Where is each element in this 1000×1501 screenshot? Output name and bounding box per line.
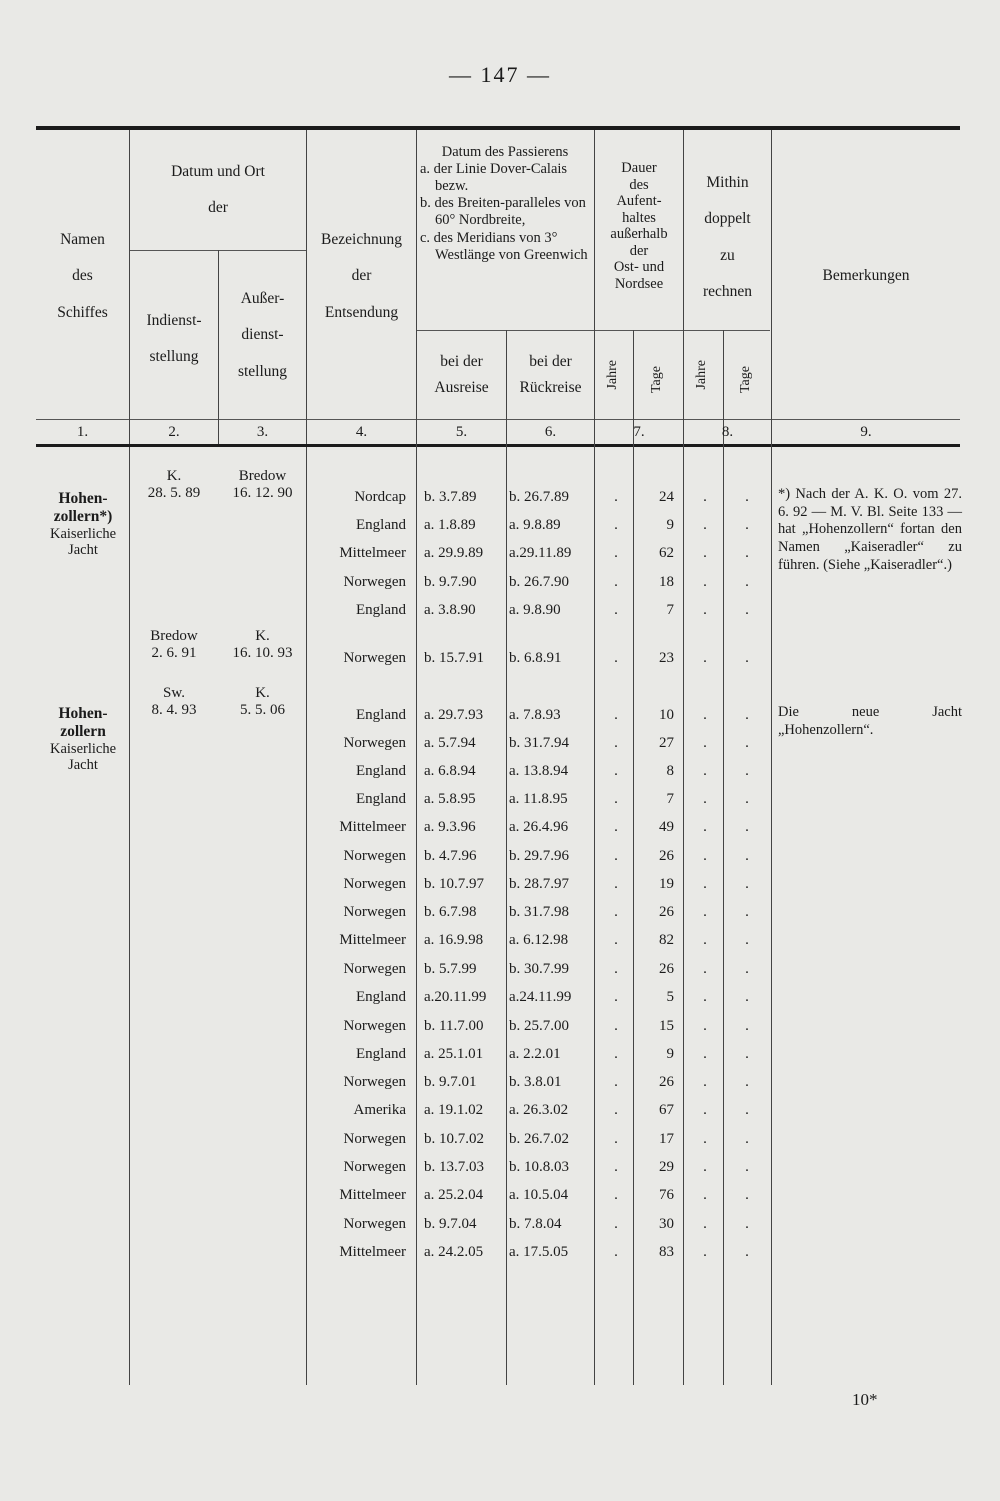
return-date-cell: b. 25.7.00 bbox=[509, 1018, 569, 1034]
double-days-cell: . bbox=[745, 489, 749, 505]
col-divider-3-body bbox=[306, 447, 307, 1385]
double-days-cell: . bbox=[745, 989, 749, 1005]
destination-cell: England bbox=[356, 602, 406, 618]
col-divider-8a bbox=[723, 330, 724, 1385]
return-date-cell: a. 26.4.96 bbox=[509, 819, 569, 835]
return-date-cell: b. 31.7.94 bbox=[509, 735, 569, 751]
header-col1: Namen des Schiffes bbox=[57, 231, 108, 321]
days-cell: 19 bbox=[659, 876, 674, 892]
days-cell: 26 bbox=[659, 961, 674, 977]
return-date-cell: a.29.11.89 bbox=[509, 545, 572, 561]
destination-cell: Mittelmeer bbox=[339, 545, 406, 561]
destination-cell: England bbox=[356, 707, 406, 723]
days-cell: 67 bbox=[659, 1102, 674, 1118]
double-years-cell: . bbox=[703, 574, 707, 590]
days-cell: 9 bbox=[666, 1046, 674, 1062]
outbound-date-cell: b. 11.7.00 bbox=[424, 1018, 484, 1034]
double-years-cell: . bbox=[703, 735, 707, 751]
destination-cell: Norwegen bbox=[343, 1131, 406, 1147]
double-years-cell: . bbox=[703, 1102, 707, 1118]
subheader-rule-col7 bbox=[595, 330, 683, 331]
double-years-cell: . bbox=[703, 1046, 707, 1062]
ship-entry bbox=[38, 490, 128, 559]
outbound-date-cell: a. 25.2.04 bbox=[424, 1187, 484, 1203]
header-col23-group: Datum und Ort der bbox=[171, 163, 265, 217]
ausserdienst-stamp: K. 16. 10. 93 bbox=[232, 628, 293, 661]
header-bottom-rule bbox=[36, 444, 960, 447]
double-days-cell: . bbox=[745, 1018, 749, 1034]
destination-cell: Amerika bbox=[353, 1102, 406, 1118]
column-number-2: 2. bbox=[168, 424, 180, 440]
return-date-cell: b. 31.7.98 bbox=[509, 904, 569, 920]
double-years-cell: . bbox=[703, 1074, 707, 1090]
header-col9: Bemerkungen bbox=[822, 267, 910, 284]
destination-cell: Mittelmeer bbox=[339, 1244, 406, 1260]
outbound-date-cell: a. 25.1.01 bbox=[424, 1046, 484, 1062]
years-cell: . bbox=[614, 848, 618, 864]
page-number: — 147 — bbox=[449, 62, 551, 87]
return-date-cell: a. 10.5.04 bbox=[509, 1187, 569, 1203]
years-cell: . bbox=[614, 819, 618, 835]
column-number-7: 7. bbox=[633, 424, 645, 440]
outbound-date-cell: a. 16.9.98 bbox=[424, 932, 484, 948]
double-years-cell: . bbox=[703, 1244, 707, 1260]
outbound-date-cell: a. 9.3.96 bbox=[424, 819, 476, 835]
ship-name: zollern*) bbox=[53, 507, 113, 525]
destination-cell: Norwegen bbox=[343, 961, 406, 977]
return-date-cell: b. 26.7.90 bbox=[509, 574, 569, 590]
destination-cell: England bbox=[356, 1046, 406, 1062]
years-cell: . bbox=[614, 763, 618, 779]
outbound-date-cell: b. 5.7.99 bbox=[424, 961, 477, 977]
double-days-cell: . bbox=[745, 707, 749, 723]
years-cell: . bbox=[614, 1074, 618, 1090]
outbound-date-cell: a. 29.9.89 bbox=[424, 545, 484, 561]
double-days-cell: . bbox=[745, 1074, 749, 1090]
column-number-6: 6. bbox=[544, 424, 557, 440]
years-cell: . bbox=[614, 1159, 618, 1175]
destination-cell: England bbox=[356, 763, 406, 779]
double-days-cell: . bbox=[745, 791, 749, 807]
header-col4: Bezeichnung der Entsendung bbox=[321, 231, 402, 321]
return-date-cell: b. 29.7.96 bbox=[509, 848, 569, 864]
header-col8-jahre: Jahre bbox=[694, 360, 709, 390]
col-divider-5 bbox=[506, 330, 507, 1385]
double-years-cell: . bbox=[703, 1159, 707, 1175]
days-cell: 26 bbox=[659, 1074, 674, 1090]
header-col6: bei der Rückreise bbox=[519, 353, 582, 397]
double-years-cell: . bbox=[703, 545, 707, 561]
days-cell: 10 bbox=[659, 707, 674, 723]
destination-cell: Mittelmeer bbox=[339, 932, 406, 948]
days-cell: 23 bbox=[659, 650, 674, 666]
return-date-cell: b. 6.8.91 bbox=[509, 650, 562, 666]
destination-cell: Mittelmeer bbox=[339, 819, 406, 835]
header-col8-tage: Tage bbox=[738, 366, 753, 394]
years-cell: . bbox=[614, 904, 618, 920]
return-date-cell: b. 28.7.97 bbox=[509, 876, 569, 892]
outbound-date-cell: b. 15.7.91 bbox=[424, 650, 484, 666]
double-days-cell: . bbox=[745, 1187, 749, 1203]
destination-cell: Norwegen bbox=[343, 1159, 406, 1175]
days-cell: 18 bbox=[659, 574, 674, 590]
ship-desc: Kaiserliche bbox=[49, 525, 117, 542]
days-cell: 30 bbox=[659, 1216, 674, 1232]
column-number-8: 8. bbox=[721, 424, 734, 440]
double-days-cell: . bbox=[745, 763, 749, 779]
header-col5: bei der Ausreise bbox=[434, 353, 489, 397]
double-years-cell: . bbox=[703, 989, 707, 1005]
years-cell: . bbox=[614, 735, 618, 751]
days-cell: 83 bbox=[659, 1244, 674, 1260]
return-date-cell: a. 13.8.94 bbox=[509, 763, 569, 779]
double-days-cell: . bbox=[745, 876, 749, 892]
ausserdienst-stamp: K. 5. 5. 06 bbox=[240, 685, 285, 718]
outbound-date-cell: b. 13.7.03 bbox=[424, 1159, 484, 1175]
destination-cell: England bbox=[356, 517, 406, 533]
destination-cell: Norwegen bbox=[343, 735, 406, 751]
years-cell: . bbox=[614, 602, 618, 618]
double-years-cell: . bbox=[703, 489, 707, 505]
double-years-cell: . bbox=[703, 791, 707, 807]
years-cell: . bbox=[614, 961, 618, 977]
outbound-date-cell: a. 19.1.02 bbox=[424, 1102, 484, 1118]
double-days-cell: . bbox=[745, 735, 749, 751]
ship-desc: Jacht bbox=[68, 542, 98, 559]
destination-cell: Norwegen bbox=[343, 574, 406, 590]
double-years-cell: . bbox=[703, 848, 707, 864]
folio-mark: 10* bbox=[852, 1390, 878, 1409]
col-divider-1-body bbox=[129, 447, 130, 1385]
remark: Die neue Jacht „Hohenzollern“. bbox=[778, 704, 962, 738]
return-date-cell: a. 6.12.98 bbox=[509, 932, 569, 948]
column-number-1: 1. bbox=[76, 424, 89, 440]
double-years-cell: . bbox=[703, 1131, 707, 1147]
header-col7-jahre: Jahre bbox=[605, 360, 620, 390]
destination-cell: Mittelmeer bbox=[339, 1187, 406, 1203]
double-years-cell: . bbox=[703, 707, 707, 723]
double-years-cell: . bbox=[703, 1018, 707, 1034]
double-years-cell: . bbox=[703, 517, 707, 533]
column-number-9: 9. bbox=[860, 424, 872, 440]
days-cell: 26 bbox=[659, 904, 674, 920]
column-number-5: 5. bbox=[455, 424, 468, 440]
double-years-cell: . bbox=[703, 1187, 707, 1203]
destination-cell: Norwegen bbox=[343, 1074, 406, 1090]
numbers-rule bbox=[36, 419, 960, 420]
years-cell: . bbox=[614, 1046, 618, 1062]
years-cell: . bbox=[614, 1244, 618, 1260]
outbound-date-cell: a. 5.8.95 bbox=[424, 791, 476, 807]
outbound-date-cell: a.20.11.99 bbox=[424, 989, 487, 1005]
double-years-cell: . bbox=[703, 961, 707, 977]
days-cell: 76 bbox=[659, 1187, 674, 1203]
days-cell: 49 bbox=[659, 819, 674, 835]
outbound-date-cell: b. 6.7.98 bbox=[424, 904, 477, 920]
return-date-cell: b. 10.8.03 bbox=[509, 1159, 569, 1175]
double-days-cell: . bbox=[745, 904, 749, 920]
ship-desc: Jacht bbox=[68, 757, 98, 774]
outbound-date-cell: b. 9.7.01 bbox=[424, 1074, 477, 1090]
double-years-cell: . bbox=[703, 819, 707, 835]
return-date-cell: a.24.11.99 bbox=[509, 989, 572, 1005]
destination-cell: Norwegen bbox=[343, 848, 406, 864]
double-days-cell: . bbox=[745, 1216, 749, 1232]
col-divider-6 bbox=[594, 130, 595, 1385]
years-cell: . bbox=[614, 932, 618, 948]
indienst-stamp: Bredow 2. 6. 91 bbox=[150, 628, 198, 661]
days-cell: 5 bbox=[666, 989, 674, 1005]
double-days-cell: . bbox=[745, 1046, 749, 1062]
column-number-3: 3. bbox=[256, 424, 269, 440]
header-col2: Indienst- stellung bbox=[146, 312, 202, 366]
days-cell: 26 bbox=[659, 848, 674, 864]
col-divider-4 bbox=[416, 130, 417, 1385]
destination-cell: Norwegen bbox=[343, 876, 406, 892]
outbound-date-cell: b. 3.7.89 bbox=[424, 489, 477, 505]
outbound-date-cell: b. 10.7.02 bbox=[424, 1131, 484, 1147]
return-date-cell: b. 3.8.01 bbox=[509, 1074, 562, 1090]
years-cell: . bbox=[614, 707, 618, 723]
double-days-cell: . bbox=[745, 961, 749, 977]
return-date-cell: b. 30.7.99 bbox=[509, 961, 569, 977]
double-years-cell: . bbox=[703, 763, 707, 779]
years-cell: . bbox=[614, 545, 618, 561]
header-col7-tage: Tage bbox=[649, 366, 664, 394]
outbound-date-cell: b. 9.7.90 bbox=[424, 574, 477, 590]
header-col56: Datum des Passierens a. der Linie Dover-Calais bezw. b. des Breiten-paralleles von 60° Nordbreite, c. des Meridians von 3° Westlänge von Greenwich bbox=[420, 144, 588, 263]
years-cell: . bbox=[614, 791, 618, 807]
indienst-stamp: K. 28. 5. 89 bbox=[147, 468, 201, 501]
outbound-date-cell: b. 4.7.96 bbox=[424, 848, 477, 864]
destination-cell: England bbox=[356, 989, 406, 1005]
double-days-cell: . bbox=[745, 545, 749, 561]
days-cell: 7 bbox=[666, 791, 674, 807]
return-date-cell: b. 26.7.89 bbox=[509, 489, 569, 505]
years-cell: . bbox=[614, 1187, 618, 1203]
top-rule bbox=[36, 126, 960, 130]
outbound-date-cell: b. 9.7.04 bbox=[424, 1216, 477, 1232]
double-years-cell: . bbox=[703, 904, 707, 920]
years-cell: . bbox=[614, 650, 618, 666]
col-divider-8 bbox=[771, 130, 772, 1385]
years-cell: . bbox=[614, 489, 618, 505]
double-days-cell: . bbox=[745, 819, 749, 835]
years-cell: . bbox=[614, 574, 618, 590]
outbound-date-cell: a. 24.2.05 bbox=[424, 1244, 484, 1260]
days-cell: 29 bbox=[659, 1159, 674, 1175]
destination-cell: Norwegen bbox=[343, 1216, 406, 1232]
return-date-cell: a. 2.2.01 bbox=[509, 1046, 561, 1062]
days-cell: 62 bbox=[659, 545, 674, 561]
days-cell: 82 bbox=[659, 932, 674, 948]
return-date-cell: b. 7.8.04 bbox=[509, 1216, 562, 1232]
col-divider-7 bbox=[683, 130, 684, 1385]
double-days-cell: . bbox=[745, 1159, 749, 1175]
ship-desc: Kaiserliche bbox=[49, 740, 117, 757]
destination-cell: Norwegen bbox=[343, 650, 406, 666]
header-col7: Dauer des Aufent- haltes außerhalb der Ost- und Nordsee bbox=[610, 160, 668, 292]
header-col3: Außer- dienst- stellung bbox=[237, 290, 288, 380]
outbound-date-cell: a. 1.8.89 bbox=[424, 517, 476, 533]
return-date-cell: a. 26.3.02 bbox=[509, 1102, 569, 1118]
days-cell: 24 bbox=[659, 489, 674, 505]
ship-name: Hohen- bbox=[58, 490, 108, 507]
destination-cell: Nordcap bbox=[354, 489, 406, 505]
years-cell: . bbox=[614, 989, 618, 1005]
outbound-date-cell: a. 29.7.93 bbox=[424, 707, 484, 723]
return-date-cell: a. 11.8.95 bbox=[509, 791, 568, 807]
return-date-cell: a. 9.8.90 bbox=[509, 602, 561, 618]
years-cell: . bbox=[614, 1216, 618, 1232]
col-divider-7a bbox=[633, 330, 634, 1385]
column-number-4: 4. bbox=[355, 424, 368, 440]
days-cell: 27 bbox=[659, 735, 674, 751]
destination-cell: Norwegen bbox=[343, 1018, 406, 1034]
outbound-date-cell: b. 10.7.97 bbox=[424, 876, 484, 892]
double-years-cell: . bbox=[703, 1216, 707, 1232]
double-days-cell: . bbox=[745, 1131, 749, 1147]
indienst-stamp: Sw. 8. 4. 93 bbox=[151, 685, 197, 718]
years-cell: . bbox=[614, 517, 618, 533]
double-days-cell: . bbox=[745, 1244, 749, 1260]
ship-name: zollern bbox=[60, 722, 106, 740]
return-date-cell: a. 9.8.89 bbox=[509, 517, 561, 533]
ausserdienst-stamp: Bredow 16. 12. 90 bbox=[232, 468, 293, 501]
remark: *) Nach der A. K. O. vom 27. 6. 92 — M. V. Bl. Seite 133 — hat „Hohenzollern“ fortan den Namen „Kaiseradler“ zu führen. (Siehe „Kaiseradler“.) bbox=[778, 486, 962, 573]
double-days-cell: . bbox=[745, 650, 749, 666]
outbound-date-cell: a. 3.8.90 bbox=[424, 602, 476, 618]
years-cell: . bbox=[614, 1018, 618, 1034]
double-years-cell: . bbox=[703, 932, 707, 948]
destination-cell: Norwegen bbox=[343, 904, 406, 920]
double-days-cell: . bbox=[745, 932, 749, 948]
days-cell: 15 bbox=[659, 1018, 674, 1034]
years-cell: . bbox=[614, 876, 618, 892]
days-cell: 17 bbox=[659, 1131, 674, 1147]
double-days-cell: . bbox=[745, 1102, 749, 1118]
years-cell: . bbox=[614, 1131, 618, 1147]
double-days-cell: . bbox=[745, 517, 749, 533]
years-cell: . bbox=[614, 1102, 618, 1118]
double-days-cell: . bbox=[745, 574, 749, 590]
days-cell: 9 bbox=[666, 517, 674, 533]
days-cell: 8 bbox=[666, 763, 674, 779]
double-years-cell: . bbox=[703, 876, 707, 892]
ship-entry bbox=[38, 705, 128, 774]
outbound-date-cell: a. 6.8.94 bbox=[424, 763, 476, 779]
days-cell: 7 bbox=[666, 602, 674, 618]
outbound-date-cell: a. 5.7.94 bbox=[424, 735, 476, 751]
double-days-cell: . bbox=[745, 602, 749, 618]
return-date-cell: a. 7.8.93 bbox=[509, 707, 561, 723]
return-date-cell: b. 26.7.02 bbox=[509, 1131, 569, 1147]
header-col8: Mithin doppelt zu rechnen bbox=[702, 174, 753, 301]
double-days-cell: . bbox=[745, 848, 749, 864]
subheader-rule-col8 bbox=[684, 330, 770, 331]
destination-cell: England bbox=[356, 791, 406, 807]
ship-name: Hohen- bbox=[58, 705, 108, 722]
return-date-cell: a. 17.5.05 bbox=[509, 1244, 569, 1260]
double-years-cell: . bbox=[703, 650, 707, 666]
double-years-cell: . bbox=[703, 602, 707, 618]
